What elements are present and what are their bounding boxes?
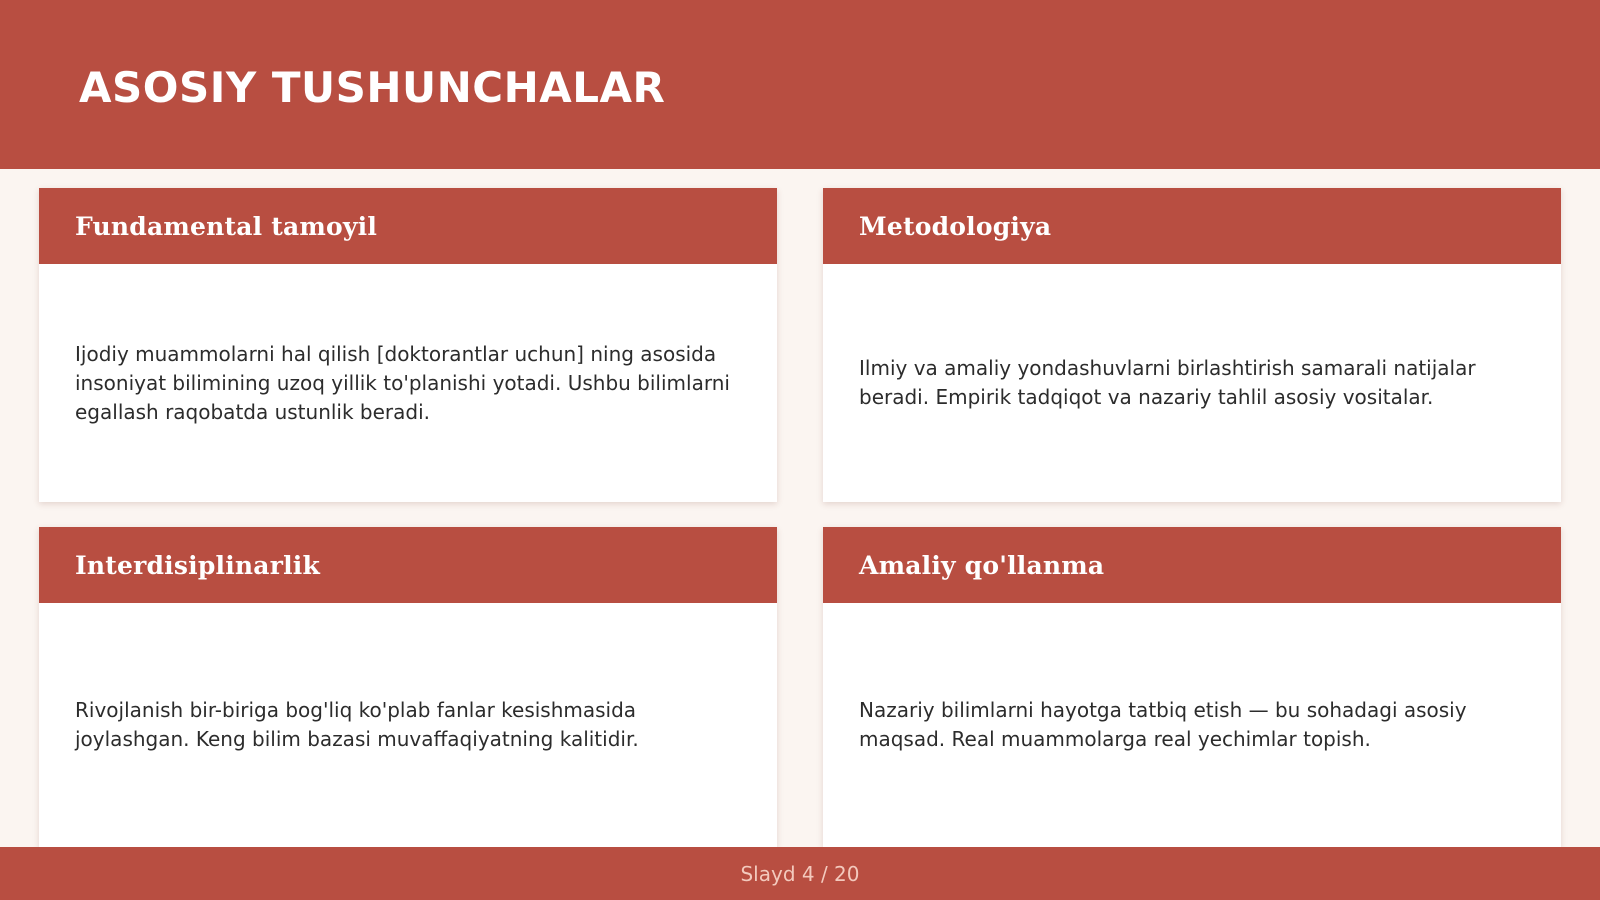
card-interdisciplinarity (39, 527, 777, 847)
card-header (39, 188, 777, 264)
card-practical-application (823, 527, 1561, 847)
slide-title: ASOSIY TUSHUNCHALAR (79, 63, 666, 112)
card-header (823, 188, 1561, 264)
slide-header (0, 0, 1600, 169)
card-body (39, 264, 777, 502)
card-title: Interdisiplinarlik (75, 550, 320, 580)
card-methodology (823, 188, 1561, 502)
card-header (39, 527, 777, 603)
card-text: Rivojlanish bir-biriga bog'liq ko'plab fanlar kesishmasida joylashgan. Keng bilim bazasi muvaffaqiyatning kalitidir. (75, 698, 639, 751)
card-body (39, 603, 777, 847)
slide-footer (0, 847, 1600, 900)
card-title: Fundamental tamoyil (75, 211, 378, 241)
card-title: Metodologiya (859, 211, 1052, 241)
slide-counter: Slayd 4 / 20 (740, 861, 860, 886)
card-header (823, 527, 1561, 603)
card-fundamental-principle (39, 188, 777, 502)
card-text: Ijodiy muammolarni hal qilish [doktorantlar uchun] ning asosida insoniyat bilimining uzoq yillik to'planishi yotadi. Ushbu bilimlarni egallash raqobatda ustunlik beradi. (75, 341, 730, 424)
card-title: Amaliy qo'llanma (859, 550, 1105, 580)
card-body (823, 264, 1561, 502)
card-text: Nazariy bilimlarni hayotga tatbiq etish — bu sohadagi asosiy maqsad. Real muammolarga real yechimlar topish. (859, 698, 1467, 751)
card-body (823, 603, 1561, 847)
card-text: Ilmiy va amaliy yondashuvlarni birlashtirish samarali natijalar beradi. Empirik tadqiqot va nazariy tahlil asosiy vositalar. (859, 356, 1476, 409)
